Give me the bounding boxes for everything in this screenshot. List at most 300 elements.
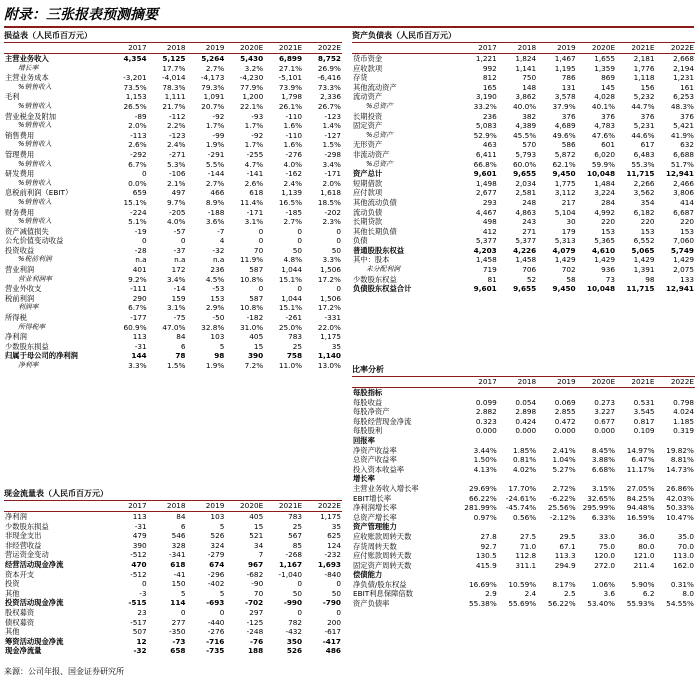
cell-value: -3	[139, 588, 147, 598]
table-row	[4, 198, 342, 208]
cell-value	[498, 388, 537, 398]
cell-value: -512	[130, 550, 147, 560]
table-row	[4, 246, 342, 256]
row-label: %销售收入	[18, 140, 52, 149]
cell-value: 217	[561, 197, 576, 207]
cell-value: 26.1%	[278, 101, 303, 111]
cell-value: 479	[132, 531, 147, 541]
cell-value: -702	[244, 598, 264, 608]
cell-value: 936	[601, 265, 616, 275]
cell-value: 4.02%	[513, 464, 537, 474]
cell-value: 2.1%	[166, 178, 186, 188]
cell-value	[616, 570, 655, 580]
cell-value: 0	[297, 226, 303, 236]
row-label: 少数股东损益	[5, 521, 49, 531]
balance-sheet-panel	[352, 30, 695, 294]
cell-value: 165	[482, 82, 497, 92]
cell-value: -89	[134, 111, 147, 121]
cell-value: 9.7%	[166, 197, 186, 207]
cell-value: 632	[680, 140, 694, 150]
cell-value: 1,429	[594, 255, 616, 265]
cell-value: 376	[601, 111, 616, 121]
cell-value: 161	[680, 82, 694, 92]
cell-value: 0	[141, 579, 147, 589]
cell-value: 236	[210, 265, 225, 275]
table-row	[352, 236, 695, 246]
cell-value: -279	[207, 550, 225, 560]
row-label: %总资产	[366, 159, 393, 168]
header-row	[4, 43, 342, 54]
cell-value: 6,899	[278, 54, 303, 63]
cell-value: -92	[212, 111, 225, 121]
cell-value: 220	[601, 217, 616, 227]
cell-value: 350	[286, 636, 303, 646]
cell-value: 4.13%	[473, 464, 497, 474]
cell-value: 284	[601, 197, 616, 207]
cell-value: 32.8%	[201, 322, 225, 332]
cell-value: 1.4%	[322, 121, 341, 131]
cell-value	[537, 570, 576, 580]
cell-value: 1,429	[633, 255, 655, 265]
cell-value: 1,655	[594, 54, 616, 63]
ratio-title: 比率分析	[352, 364, 695, 377]
cell-value: 67.1	[559, 541, 576, 551]
cell-value: 73.3%	[317, 82, 341, 92]
cell-value: 2,194	[673, 63, 694, 73]
cell-value: 73.9%	[278, 82, 303, 92]
cell-value: 2,668	[673, 54, 694, 63]
cell-value: 6.2	[642, 589, 655, 599]
cell-value: 0	[336, 236, 341, 246]
table-row	[4, 323, 342, 333]
cell-value: 16.69%	[468, 579, 497, 589]
cell-value: 5,377	[475, 236, 497, 246]
row-label: %销售收入	[18, 217, 52, 226]
row-label: 少数股东权益	[353, 274, 397, 284]
table-row	[4, 92, 342, 102]
cell-value: 1,044	[281, 265, 303, 275]
page-title: 附录：三张报表预测摘要	[4, 7, 158, 23]
row-label: 债权募资	[5, 617, 35, 627]
cell-value	[656, 474, 695, 484]
cell-value: 130.5	[475, 551, 497, 561]
header-blank	[4, 43, 109, 54]
row-label: 毛利	[5, 92, 20, 102]
cell-value: 6,552	[633, 236, 655, 246]
cell-value: 1,498	[475, 178, 497, 188]
cell-value: 674	[209, 559, 225, 569]
cell-value: 311.1	[515, 560, 537, 570]
year-header: 2020E	[577, 377, 616, 388]
cell-value: -41	[173, 569, 186, 579]
cell-value: -4,230	[239, 73, 264, 83]
cell-value: -512	[130, 569, 147, 579]
cell-value: 2.0%	[128, 121, 147, 131]
row-label: 应收款项	[353, 63, 383, 73]
row-label: 其他流动资产	[353, 82, 397, 92]
table-row	[4, 579, 342, 589]
cell-value: 11.17%	[626, 464, 655, 474]
row-label: %总资产	[366, 101, 393, 110]
cell-value: 2,336	[320, 92, 341, 102]
cell-value: 85	[292, 540, 303, 550]
cell-value: 5,793	[515, 149, 537, 159]
cell-value: 2,034	[515, 178, 537, 188]
cell-value: 5	[180, 588, 186, 598]
year-header: 2021E	[616, 377, 655, 388]
row-label: 归属于母公司的净利润	[5, 351, 78, 361]
cell-value: -32	[133, 646, 147, 656]
cell-value: 15.1%	[278, 303, 303, 313]
cell-value: 188	[247, 646, 264, 656]
cell-value: 48.3%	[670, 101, 694, 111]
cell-value: 220	[640, 217, 655, 227]
cell-value: 81	[487, 274, 497, 284]
cell-value: 5,872	[554, 149, 576, 159]
cell-value: 1.7%	[244, 121, 264, 131]
header-row	[352, 377, 695, 388]
cell-value: -990	[283, 598, 303, 608]
cell-value: 15.1%	[123, 197, 147, 207]
cell-value: 526	[210, 531, 225, 541]
row-label: %销售收入	[18, 197, 52, 206]
cell-value: 601	[601, 140, 616, 150]
year-header: 2017	[458, 43, 497, 54]
year-header: 2018	[148, 501, 187, 512]
cell-value: -53	[212, 284, 225, 294]
table-row	[352, 265, 695, 275]
cell-value: 1,776	[633, 63, 655, 73]
row-label: 应付款项	[353, 188, 383, 198]
table-row	[4, 313, 342, 323]
table-row	[352, 102, 695, 112]
table-row	[352, 208, 695, 218]
cell-value: -4,173	[200, 73, 225, 83]
cell-value: 133	[680, 274, 694, 284]
cell-value: 4,079	[552, 245, 576, 255]
cell-value: 1,167	[278, 559, 303, 569]
cell-value: 0	[297, 284, 303, 294]
row-label: 经营活动现金净流	[5, 559, 64, 569]
table-row	[4, 102, 342, 112]
cell-value: -840	[324, 569, 341, 579]
table-row	[352, 140, 695, 150]
cell-value: 5	[219, 588, 225, 598]
year-header: 2018	[498, 377, 537, 388]
table-row	[4, 150, 342, 160]
cell-value	[537, 474, 576, 484]
cell-value: 50.33%	[666, 503, 694, 513]
cell-value: -50	[212, 313, 225, 323]
cell-value: 78	[175, 351, 186, 361]
cell-value: 15.1%	[278, 274, 303, 284]
cell-value: 220	[680, 217, 694, 227]
cell-value: 103	[210, 512, 225, 521]
cell-value: 23	[137, 607, 147, 617]
cell-value: 0	[258, 284, 264, 294]
table-row	[352, 217, 695, 227]
cell-value	[656, 570, 695, 580]
cell-value: 0.069	[554, 397, 576, 407]
cell-value: -331	[324, 313, 341, 323]
cell-value: 0.000	[554, 426, 576, 436]
year-header: 2022E	[303, 501, 342, 512]
balance-sheet-table	[352, 43, 695, 294]
cell-value: 73.5%	[123, 82, 147, 92]
table-row	[352, 83, 695, 93]
cell-value: -144	[207, 169, 225, 179]
table-row	[352, 160, 695, 170]
row-label: 其他	[5, 588, 20, 598]
cell-value	[577, 474, 616, 484]
cell-value	[577, 388, 616, 398]
cashflow-table	[4, 501, 342, 656]
cell-value: 53.40%	[587, 599, 616, 609]
cell-value: 36.0	[638, 531, 655, 541]
cell-value: 22.0%	[317, 322, 341, 332]
cell-value: 1,044	[281, 293, 303, 303]
cell-value: 14.73%	[666, 464, 694, 474]
cell-value	[577, 522, 616, 532]
row-label: 固定资产	[353, 121, 383, 131]
cell-value: -28	[134, 245, 147, 255]
cell-value: -123	[168, 130, 186, 140]
table-row	[352, 474, 695, 484]
cell-value: 786	[561, 73, 576, 83]
cell-value: 463	[482, 140, 497, 150]
cell-value: 35	[331, 521, 341, 531]
cell-value: 6,687	[673, 207, 694, 217]
table-row	[4, 570, 342, 580]
cell-value: 2.3%	[322, 217, 341, 227]
row-label: 管理费用	[5, 149, 35, 159]
cell-value: -402	[207, 579, 225, 589]
cell-value: -92	[251, 130, 264, 140]
cell-value: 3,224	[594, 188, 616, 198]
cell-value: 2.7%	[205, 178, 225, 188]
cell-value: 179	[561, 226, 576, 236]
cell-value: 5,430	[240, 54, 264, 63]
row-label: 总资产收益率	[353, 455, 397, 465]
row-label: 每股股利	[353, 426, 383, 436]
cell-value: 3.6%	[205, 217, 225, 227]
table-row	[4, 550, 342, 560]
cell-value: 1,118	[633, 73, 655, 83]
cell-value: -5,101	[278, 73, 303, 83]
cell-value: 6.7%	[128, 303, 147, 313]
table-row	[4, 265, 342, 275]
table-row	[4, 64, 342, 74]
cell-value: 1,391	[633, 265, 655, 275]
cell-value: 0	[297, 236, 303, 246]
table-row	[352, 503, 695, 513]
cell-value: 25.56%	[547, 503, 576, 513]
row-label: 所得税率	[18, 322, 46, 331]
table-row	[4, 637, 342, 647]
cell-value: -202	[324, 207, 341, 217]
cell-value: 70	[253, 245, 264, 255]
row-label: EBIT增长率	[353, 493, 392, 503]
row-label: 资产减值损失	[5, 226, 49, 236]
cell-value: 0	[141, 236, 147, 246]
cell-value: 58	[566, 274, 576, 284]
table-row	[4, 332, 342, 342]
row-label: 非经营收益	[5, 540, 42, 550]
cell-value: 71.0	[519, 541, 537, 551]
year-header: 2022E	[656, 377, 695, 388]
cell-value: 295.99%	[582, 503, 616, 513]
row-label: 增长率	[353, 474, 375, 484]
cell-value: -350	[168, 627, 186, 637]
cell-value: 1.50%	[473, 455, 497, 465]
cell-value: 1.5%	[166, 361, 186, 370]
cell-value: 4,467	[475, 207, 497, 217]
cell-value: 625	[327, 531, 341, 541]
cell-value: 376	[640, 111, 655, 121]
row-label: 应付账款周转天数	[353, 551, 412, 561]
table-row	[4, 83, 342, 93]
cell-value: 66.8%	[473, 159, 497, 169]
table-row	[352, 407, 695, 417]
cell-value: -171	[324, 169, 341, 179]
cell-value: 1,798	[281, 92, 303, 102]
cell-value: -6.22%	[549, 493, 576, 503]
cell-value: 26.7%	[317, 101, 341, 111]
cell-value: 144	[131, 351, 147, 361]
table-row	[352, 513, 695, 523]
row-label: 净利润	[5, 332, 27, 342]
row-label: 总资产增长率	[353, 512, 397, 522]
cell-value: -417	[322, 636, 341, 646]
cell-value: -205	[168, 207, 186, 217]
cell-value: -7	[217, 226, 225, 236]
cell-value: 1,458	[515, 255, 537, 265]
year-header: 2017	[109, 501, 148, 512]
cell-value: 6,020	[594, 149, 616, 159]
cell-value: 2.9%	[205, 303, 225, 313]
cell-value: 0	[336, 579, 341, 589]
cell-value: 0	[141, 169, 147, 179]
header-blank	[352, 377, 458, 388]
cell-value	[498, 522, 537, 532]
cell-value: 66.22%	[468, 493, 497, 503]
cell-value: -99	[212, 130, 225, 140]
cell-value: 26.86%	[666, 483, 694, 493]
cell-value: -298	[324, 149, 341, 159]
year-header: 2019	[187, 43, 226, 54]
cell-value: 507	[132, 627, 147, 637]
cell-value: 60.0%	[513, 159, 537, 169]
cell-value: 1,429	[554, 255, 576, 265]
income-statement-title: 损益表（人民币百万元）	[4, 30, 342, 43]
cell-value: 156	[640, 82, 655, 92]
cell-value: 4,389	[515, 121, 537, 131]
table-row	[4, 140, 342, 150]
table-row	[4, 284, 342, 294]
cell-value: 6.68%	[591, 464, 616, 474]
cashflow-title: 现金流量表（人民币百万元）	[4, 488, 342, 501]
cell-value: 5.3%	[166, 159, 186, 169]
cell-value: 11,715	[626, 284, 655, 294]
cell-value: -19	[134, 226, 147, 236]
cell-value: 4.5%	[205, 274, 225, 284]
table-row	[352, 255, 695, 265]
cell-value: 3.4%	[322, 159, 341, 169]
row-label: 非流动资产	[353, 149, 390, 159]
cell-value: 412	[482, 226, 497, 236]
income-statement-table	[4, 43, 342, 371]
cell-value: 124	[327, 540, 341, 550]
table-row	[352, 188, 695, 198]
cell-value: -255	[246, 149, 264, 159]
cell-value: 1.04%	[552, 455, 576, 465]
cell-value: 293	[482, 197, 497, 207]
cell-value: 1.6%	[283, 140, 303, 150]
cell-value: 14.97%	[626, 445, 655, 455]
cell-value: 3.4%	[166, 274, 186, 284]
row-label: 货币资金	[353, 54, 383, 63]
cell-value: 9.2%	[128, 274, 147, 284]
cell-value: 4	[219, 236, 225, 246]
cell-value: 98	[645, 274, 655, 284]
cell-value: -110	[285, 111, 303, 121]
cell-value: 77.9%	[240, 82, 264, 92]
cell-value: 376	[561, 111, 576, 121]
header-blank	[4, 501, 109, 512]
cell-value: 0.0%	[128, 178, 147, 188]
row-label: EBIT利息保障倍数	[353, 589, 414, 599]
cell-value: 272.0	[594, 560, 616, 570]
cell-value: 114	[170, 598, 186, 608]
table-row	[352, 570, 695, 580]
cell-value: -292	[130, 149, 147, 159]
cell-value: -735	[206, 646, 225, 656]
cell-value: -276	[285, 149, 303, 159]
cell-value: 248	[522, 197, 537, 207]
cell-value: 10,048	[586, 169, 616, 179]
cell-value: 6	[180, 521, 186, 531]
table-row	[352, 54, 695, 64]
cell-value: 3.3%	[322, 255, 341, 265]
cell-value: 526	[286, 646, 303, 656]
table-row	[4, 188, 342, 198]
row-label: 其他长期负债	[353, 226, 397, 236]
cell-value: 145	[601, 82, 616, 92]
cell-value: 6.47%	[631, 455, 655, 465]
cell-value: 8.45%	[591, 445, 616, 455]
cell-value: 0.000	[475, 426, 497, 436]
cell-value: 586	[561, 140, 576, 150]
cell-value: 1.85%	[513, 445, 537, 455]
cell-value: 55.93%	[626, 599, 655, 609]
cell-value: -268	[285, 550, 303, 560]
cell-value: -113	[130, 130, 147, 140]
cell-value: 12,941	[665, 284, 694, 294]
cell-value: 27.8	[480, 531, 497, 541]
cell-value: 150	[171, 579, 186, 589]
cell-value: 98	[214, 351, 225, 361]
row-label: 回报率	[353, 435, 375, 445]
cell-value: 9,450	[552, 169, 576, 179]
row-label: 主营业务收入增长率	[353, 483, 419, 493]
cell-value: 42.03%	[666, 493, 694, 503]
cell-value: 466	[210, 188, 225, 198]
cell-value: 4.024	[673, 407, 694, 417]
table-row	[4, 608, 342, 618]
cell-value: 84	[176, 332, 186, 342]
cell-value: 2.882	[475, 407, 497, 417]
year-header: 2019	[537, 377, 576, 388]
